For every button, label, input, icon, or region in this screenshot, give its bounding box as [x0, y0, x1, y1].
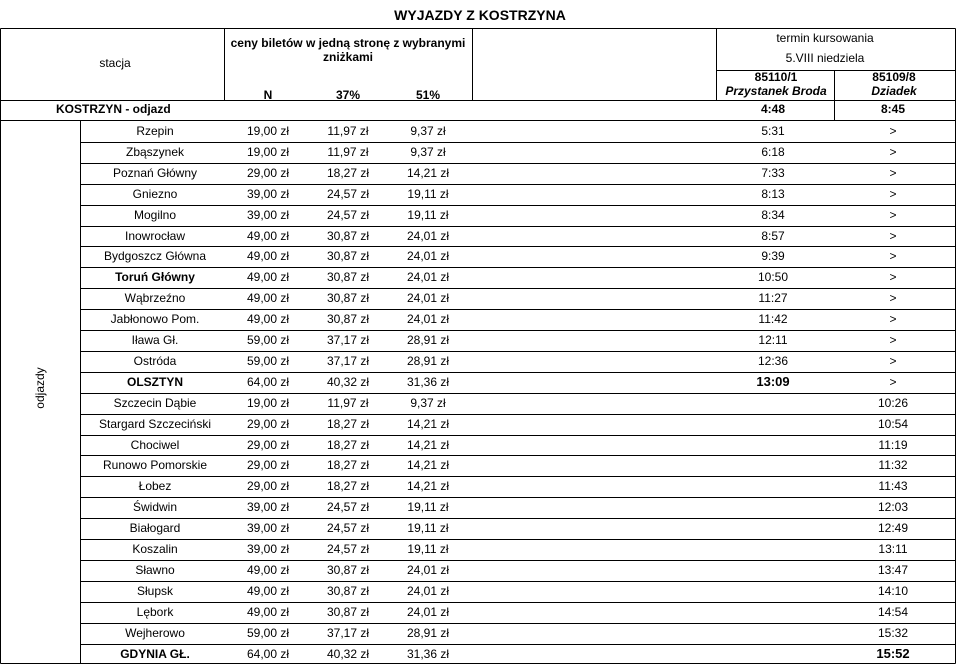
price-37: 30,87 zł	[326, 270, 370, 285]
time-train-2: 12:49	[877, 521, 909, 536]
station-name: Zbąszynek	[125, 144, 185, 159]
price-51: 31,36 zł	[406, 374, 450, 389]
station-name: Inowrocław	[124, 228, 186, 243]
price-51: 14,21 zł	[406, 165, 450, 180]
price-37: 24,57 zł	[326, 500, 370, 515]
time-train-2: >	[889, 291, 897, 306]
price-header-51: 51%	[415, 88, 441, 102]
time-train-1: 8:34	[761, 207, 785, 222]
station-name: OLSZTYN	[127, 374, 183, 389]
price-37: 37,17 zł	[326, 625, 370, 640]
time-train-2: 11:43	[878, 479, 908, 494]
price-51: 14,21 zł	[406, 416, 450, 431]
train-operator: Przystanek Broda	[725, 84, 827, 98]
price-51: 19,11 zł	[407, 542, 449, 556]
price-51: 28,91 zł	[406, 353, 450, 368]
station-name: Chociwel	[130, 437, 180, 452]
time-train-2: 13:47	[877, 562, 909, 577]
price-51: 14,21 zł	[406, 479, 450, 494]
train-number: 85109/8	[872, 70, 916, 84]
price-normal: 59,00 zł	[246, 353, 290, 368]
time-train-2: >	[889, 353, 897, 368]
price-normal: 49,00 zł	[246, 604, 290, 619]
price-normal: 49,00 zł	[246, 291, 290, 306]
time-train-1: 8:57	[761, 228, 785, 243]
price-37: 24,57 zł	[326, 521, 370, 536]
time-train-1: 7:33	[761, 165, 785, 180]
train-header-1	[720, 70, 832, 98]
price-51: 19,11 zł	[407, 207, 449, 222]
time-train-1: 12:36	[757, 353, 789, 368]
station-name: Szczecin Dąbie	[113, 395, 197, 410]
station-name: Świdwin	[132, 500, 178, 515]
page-title: WYJAZDY Z KOSTRZYNA	[394, 7, 566, 23]
train-header-2	[834, 70, 954, 98]
price-51: 31,36 zł	[406, 646, 450, 661]
price-51: 19,11 zł	[407, 500, 449, 515]
price-51: 24,01 zł	[406, 312, 450, 327]
time-train-2: 11:32	[878, 458, 908, 473]
time-train-1: 10:50	[757, 270, 789, 285]
station-name: Jabłonowo Pom.	[110, 312, 200, 327]
price-37: 37,17 zł	[326, 333, 370, 347]
time-train-2: 11:19	[878, 437, 908, 452]
time-train-1: 9:39	[761, 249, 785, 264]
price-normal: 49,00 zł	[246, 249, 290, 264]
price-51: 9,37 zł	[410, 124, 446, 138]
price-normal: 64,00 zł	[246, 646, 290, 661]
price-normal: 49,00 zł	[246, 312, 290, 327]
station-name: GDYNIA GŁ.	[120, 646, 190, 661]
price-normal: 59,00 zł	[246, 333, 290, 347]
price-normal: 64,00 zł	[246, 374, 290, 389]
price-51: 24,01 zł	[406, 562, 450, 577]
station-name: Koszalin	[132, 542, 178, 556]
price-51: 24,01 zł	[406, 604, 450, 619]
price-normal: 39,00 zł	[246, 542, 290, 556]
price-37: 18,27 zł	[326, 458, 370, 473]
price-37: 37,17 zł	[326, 353, 370, 368]
price-37: 18,27 zł	[326, 437, 370, 452]
price-37: 30,87 zł	[326, 562, 370, 577]
price-37: 30,87 zł	[326, 228, 370, 243]
time-train-1: 11:42	[758, 312, 788, 327]
price-37: 30,87 zł	[326, 249, 370, 264]
time-train-1: 8:13	[761, 186, 785, 201]
departures-side-label: odjazdy	[33, 367, 47, 409]
price-51: 28,91 zł	[406, 333, 450, 347]
price-37: 18,27 zł	[326, 416, 370, 431]
time-train-2: >	[889, 124, 897, 138]
price-normal: 49,00 zł	[246, 562, 290, 577]
time-train-1: 12:11	[758, 333, 788, 347]
station-name: Bydgoszcz Główna	[103, 249, 207, 264]
time-train-2: >	[889, 333, 897, 347]
price-37: 40,32 zł	[326, 374, 370, 389]
time-train-2: >	[889, 249, 897, 264]
time-train-1: 6:18	[761, 144, 785, 159]
price-header-37: 37%	[335, 88, 361, 102]
schedule-day: 5.VIII niedziela	[785, 51, 865, 65]
price-normal: 29,00 zł	[246, 437, 290, 452]
price-51: 14,21 zł	[406, 437, 450, 452]
time-train-2: 10:26	[877, 395, 909, 410]
price-51: 14,21 zł	[406, 458, 450, 473]
price-37: 40,32 zł	[326, 646, 370, 661]
price-37: 11,97 zł	[327, 124, 369, 138]
price-51: 9,37 zł	[410, 395, 446, 410]
origin-time-2: 8:45	[880, 102, 906, 116]
price-51: 19,11 zł	[407, 521, 449, 536]
station-name: Łobez	[138, 479, 172, 494]
station-name: Ostróda	[133, 353, 177, 368]
price-51: 28,91 zł	[406, 625, 450, 640]
station-name: Lębork	[136, 604, 174, 619]
price-normal: 29,00 zł	[246, 416, 290, 431]
price-51: 24,01 zł	[406, 291, 450, 306]
station-name: Gniezno	[132, 186, 178, 201]
station-name: Mogilno	[133, 207, 177, 222]
station-name: Rzepin	[136, 124, 174, 138]
train-number: 85110/1	[754, 70, 798, 84]
time-train-1: 13:09	[756, 373, 790, 389]
time-train-2: 10:54	[877, 416, 909, 431]
origin-label: KOSTRZYN - odjazd	[56, 102, 171, 116]
price-normal: 49,00 zł	[246, 270, 290, 285]
price-normal: 39,00 zł	[246, 186, 290, 201]
price-normal: 49,00 zł	[246, 228, 290, 243]
price-normal: 39,00 zł	[246, 500, 290, 515]
station-name: Białogard	[129, 521, 181, 536]
time-train-2: >	[889, 374, 897, 389]
price-51: 24,01 zł	[406, 270, 450, 285]
price-normal: 29,00 zł	[246, 165, 290, 180]
price-37: 24,57 zł	[326, 207, 370, 222]
schedule-label: termin kursowania	[776, 31, 874, 45]
time-train-2: >	[889, 312, 897, 327]
price-37: 30,87 zł	[326, 583, 370, 598]
price-normal: 59,00 zł	[246, 625, 290, 640]
time-train-2: 14:10	[877, 583, 909, 598]
price-normal: 19,00 zł	[246, 124, 290, 138]
time-train-1: 11:27	[758, 291, 788, 306]
time-train-2: >	[889, 186, 897, 201]
price-51: 9,37 zł	[410, 144, 446, 159]
time-train-2: >	[889, 207, 897, 222]
time-train-2: >	[889, 144, 897, 159]
time-train-2: >	[889, 270, 897, 285]
price-normal: 19,00 zł	[246, 395, 290, 410]
station-name: Słupsk	[136, 583, 174, 598]
station-name: Wąbrzeźno	[124, 291, 186, 306]
price-37: 11,97 zł	[327, 395, 369, 410]
price-37: 24,57 zł	[326, 542, 370, 556]
price-37: 30,87 zł	[326, 604, 370, 619]
train-operator: Dziadek	[871, 84, 917, 98]
station-name: Runowo Pomorskie	[102, 458, 208, 473]
origin-time-1: 4:48	[760, 102, 786, 116]
station-name: Wejherowo	[125, 625, 185, 640]
price-normal: 39,00 zł	[246, 207, 290, 222]
station-name: Poznań Główny	[112, 165, 198, 180]
prices-column-header: ceny biletów w jedną stronę z wybranymi zniżkami	[230, 36, 466, 64]
station-name: Iława Gł.	[131, 333, 179, 347]
time-train-2: >	[889, 165, 897, 180]
price-51: 19,11 zł	[407, 186, 449, 201]
price-51: 24,01 zł	[406, 583, 450, 598]
price-normal: 39,00 zł	[246, 521, 290, 536]
price-normal: 49,00 zł	[246, 583, 290, 598]
time-train-2: 14:54	[877, 604, 909, 619]
time-train-2: >	[889, 228, 897, 243]
station-name: Stargard Szczeciński	[98, 416, 212, 431]
price-37: 18,27 zł	[326, 165, 370, 180]
price-37: 18,27 zł	[326, 479, 370, 494]
station-column-header: stacja	[99, 56, 131, 70]
price-normal: 29,00 zł	[246, 458, 290, 473]
time-train-2: 13:11	[878, 542, 908, 556]
price-normal: 29,00 zł	[246, 479, 290, 494]
price-37: 24,57 zł	[326, 186, 370, 201]
price-37: 11,97 zł	[327, 144, 369, 159]
station-name: Sławno	[135, 562, 175, 577]
price-37: 30,87 zł	[326, 312, 370, 327]
price-normal: 19,00 zł	[246, 144, 290, 159]
price-51: 24,01 zł	[406, 228, 450, 243]
time-train-1: 5:31	[761, 124, 785, 138]
time-train-2: 12:03	[877, 500, 909, 515]
price-37: 30,87 zł	[326, 291, 370, 306]
time-train-2: 15:52	[876, 645, 910, 661]
price-header-normal: N	[263, 88, 273, 102]
price-51: 24,01 zł	[406, 249, 450, 264]
station-name: Toruń Główny	[115, 270, 195, 285]
time-train-2: 15:32	[877, 625, 909, 640]
